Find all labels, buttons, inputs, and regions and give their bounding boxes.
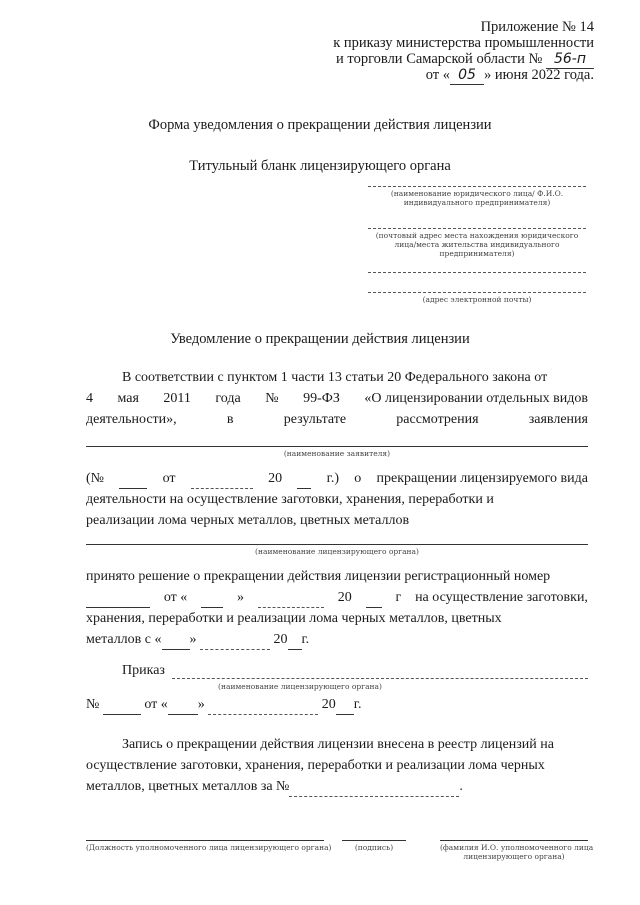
p1-l2-g: «О лицензировании отдельных видов [364,391,588,406]
p1-line-2 [86,390,588,408]
p1-l3-a: деятельности», [86,412,177,427]
addressee-email-label: (адрес электронной почты) [422,295,532,304]
p3-l4-d: г. [301,632,310,647]
p2-line-2: деятельности на осуществление заготовки, хранения, переработки и [86,492,494,507]
order-q: » [197,697,205,712]
p1-l3-c: результате [283,412,347,427]
order-year-blank [336,696,354,715]
p3-l4-a: металлов с « [86,632,162,647]
signature-position-label: (Должность уполномоченного лица лицензирующего органа) [86,843,332,852]
p2-line-3: реализации лома черных металлов, цветных металлов [86,513,410,528]
p2-line-1 [86,470,588,489]
p1-l2-a: 4 [86,391,93,406]
p3-month-blank [258,589,324,608]
order-g: г. [353,697,362,712]
appendix-number: Приложение № 14 [480,19,594,35]
p3-l4-month-blank [200,631,270,650]
p1-line-1: В соответствии с пунктом 1 части 13 статьи 20 Федерального закона от [122,370,548,385]
p2-number-blank [119,470,147,489]
order-year: 20 [321,697,336,712]
order-day-handwritten: 05 [450,66,484,85]
signature-name-line [440,840,588,841]
order-org-label: (наименование лицензирующего органа) [218,682,382,691]
addressee-extra-line [368,272,586,273]
order-org-line [172,678,588,679]
order-number-handwritten: 56-п [546,50,594,69]
p3-line-4 [86,631,309,650]
signature-sign-line [342,840,406,841]
form-title: Форма уведомления о прекращении действия лицензии [148,117,492,133]
order-no-blank [103,696,141,715]
p4-line-3 [86,778,463,797]
date-prefix: от « [425,67,450,83]
p4-l3-a: металлов, цветных металлов за № [86,779,290,794]
p3-l3: хранения, переработки и реализации лома черных металлов, цветных [86,611,502,626]
licensor-label: (наименование лицензирующего органа) [255,547,419,556]
p3-day-blank [201,589,223,608]
p1-l2-e: № [265,391,279,406]
p1-l2-f: 99-ФЗ [303,391,340,406]
appendix-date-line [426,66,594,85]
p3-l4-year-blank [288,631,302,650]
p3-l4-day-blank [162,631,190,650]
applicant-label: (наименование заявителя) [283,449,391,458]
p3-line-2 [86,589,588,608]
p3-l4-c: 20 [273,632,288,647]
p1-l2-b: мая [117,391,139,406]
p4-line-2: осуществление заготовки, хранения, переработки и реализации лома черных [86,758,545,773]
p3-l2-b: » [237,590,245,605]
p2-l1-e: о [354,471,362,486]
p4-registry-blank [289,778,459,797]
p1-line-3 [86,411,588,429]
p2-l1-a: (№ [86,471,105,486]
order-month-blank [208,696,318,715]
p3-line-1: принято решение о прекращении действия лицензии регистрационный номер [86,569,551,584]
p1-l3-d: рассмотрения [396,412,479,427]
p2-l1-f: прекращении лицензируемого вида [376,471,588,486]
p1-l3-b: в [226,412,234,427]
p2-l1-b: от [162,471,176,486]
p3-l4-b: » [189,632,197,647]
order-number-line [86,696,361,715]
p2-year-blank [297,470,311,489]
addressee-name-label: (наименование юридического лица/ Ф.И.О. [390,189,564,198]
addressee-address-line [368,228,586,229]
order-no-prefix: № [86,697,100,712]
p3-l2-d: г [395,590,402,605]
p3-l2-e: на осуществление заготовки, [415,590,588,605]
order-word: Приказ [122,663,165,678]
licensor-line [86,544,588,545]
addressee-name-label-2: индивидуального предпринимателя) [403,198,551,207]
p2-l1-d: г.) [326,471,339,486]
p4-l3-b: . [459,779,463,794]
appendix-order-line: к приказу министерства промышленности [333,35,594,51]
applicant-line [86,446,588,447]
addressee-address-label-2: лица/места жительства индивидуального [394,240,560,249]
signature-name-label: (фамилия И.О. уполномоченного лица [440,843,594,852]
p2-date-blank [191,470,253,489]
p3-line-3 [86,610,588,628]
addressee-email-line [368,292,586,293]
order-from: от « [144,697,168,712]
addressee-address-label: (почтовый адрес места нахождения юридического [375,231,579,240]
addressee-address-label-3: предпринимателя) [439,249,515,258]
addressee-name-line [368,186,586,187]
notice-title: Уведомление о прекращении действия лицензии [170,331,470,347]
blank-title: Титульный бланк лицензирующего органа [189,158,451,174]
p3-l2-c: 20 [337,590,352,605]
p1-l3-e: заявления [528,412,588,427]
p3-l2-a: от « [163,590,188,605]
date-suffix: » июня 2022 года. [483,67,594,83]
p4-line-1: Запись о прекращении действия лицензии внесена в реестр лицензий на [122,737,554,752]
ministry-text: и торговли Самарской области № [336,51,543,67]
p3-year-blank [366,589,382,608]
p2-l1-c: 20 [268,471,283,486]
signature-name-label-2: лицензирующего органа) [463,852,565,861]
order-day-blank [168,696,198,715]
signature-sign-label: (подпись) [354,843,394,852]
p1-l2-d: года [215,391,241,406]
signature-position-line [86,840,324,841]
p3-regnum-blank [86,589,150,608]
p1-l2-c: 2011 [163,391,191,406]
